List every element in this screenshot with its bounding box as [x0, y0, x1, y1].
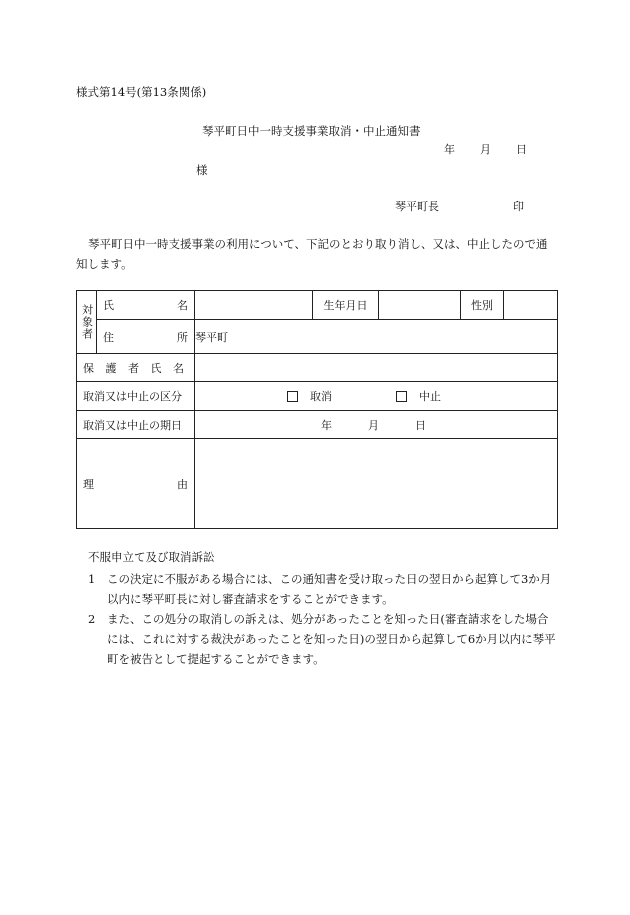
- cancel-option-label: 取消: [310, 390, 332, 403]
- stop-option-label: 中止: [419, 390, 441, 403]
- sex-label: 性別: [461, 291, 504, 320]
- notice-list: [88, 569, 558, 669]
- issue-date-year: 年: [444, 143, 455, 156]
- reason-label: [77, 439, 195, 529]
- body-text: [76, 234, 558, 274]
- notice-item: [88, 569, 558, 609]
- notice-item-number: 2: [88, 612, 96, 626]
- document-title: 琴平町日中一時支援事業取消・中止通知書: [202, 124, 421, 138]
- body-paragraph: 琴平町日中一時支援事業の利用について、下記のとおり取り消し、又は、中止したので通知します。: [76, 237, 548, 271]
- address-value: 琴平町: [195, 330, 228, 344]
- reason-label-a: 理: [83, 477, 94, 491]
- address-label-b: 所: [177, 330, 188, 344]
- form-number: 様式第14号(第13条関係): [76, 85, 207, 99]
- name-label: [97, 291, 195, 320]
- stop-checkbox[interactable]: [396, 391, 407, 402]
- period-month: 月: [368, 418, 379, 432]
- issue-date: [444, 141, 527, 157]
- name-label-b: 名: [177, 299, 188, 312]
- period-day: 日: [415, 418, 426, 432]
- cancel-checkbox[interactable]: [287, 391, 298, 402]
- addressee-suffix: 様: [196, 163, 208, 177]
- period-label: 取消又は中止の期日: [77, 411, 195, 439]
- guardian-field[interactable]: [195, 354, 558, 382]
- category-label: 取消又は中止の区分: [77, 382, 195, 411]
- name-field[interactable]: [195, 291, 313, 320]
- address-field[interactable]: [195, 320, 558, 354]
- guardian-char: 護: [105, 361, 117, 375]
- guardian-label: [77, 354, 195, 382]
- notice-item-text: また、この処分の取消しの訴えは、処分があったことを知った日(審査請求をした場合には、これに対する裁決があったことを知った日)の翌日から起算して6か月以内に琴平町を被告として提起することができます。: [107, 612, 556, 666]
- address-label: [97, 320, 195, 354]
- birth-label: 生年月日: [313, 291, 379, 320]
- notice-item-text: この決定に不服がある場合には、この通知書を受け取った日の翌日から起算して3か月以内に琴平町長に対し審査請求をすることができます。: [107, 572, 552, 606]
- guardian-char: 者: [128, 361, 139, 375]
- reason-label-b: 由: [177, 477, 188, 491]
- reason-field[interactable]: [195, 439, 558, 529]
- seal-mark: 印: [513, 200, 524, 213]
- guardian-char: 保: [83, 361, 94, 375]
- sex-field[interactable]: [504, 291, 558, 320]
- guardian-char: 氏: [150, 361, 162, 375]
- period-year: 年: [321, 418, 332, 432]
- guardian-char: 名: [173, 361, 184, 375]
- notice-item-number: 1: [88, 572, 96, 586]
- birth-field[interactable]: [379, 291, 461, 320]
- period-field[interactable]: [195, 411, 558, 439]
- name-label-a: 氏: [103, 299, 114, 312]
- issuer-name: 琴平町長: [395, 200, 439, 213]
- subject-label: 対象者: [77, 291, 97, 354]
- issue-date-month: 月: [480, 143, 491, 156]
- category-field: [195, 382, 558, 411]
- notice-form-table: [76, 290, 558, 529]
- issue-date-day: 日: [516, 143, 527, 156]
- address-label-a: 住: [103, 330, 114, 344]
- notice-item: [88, 609, 558, 669]
- notice-heading: 不服申立て及び取消訴訟: [88, 550, 215, 564]
